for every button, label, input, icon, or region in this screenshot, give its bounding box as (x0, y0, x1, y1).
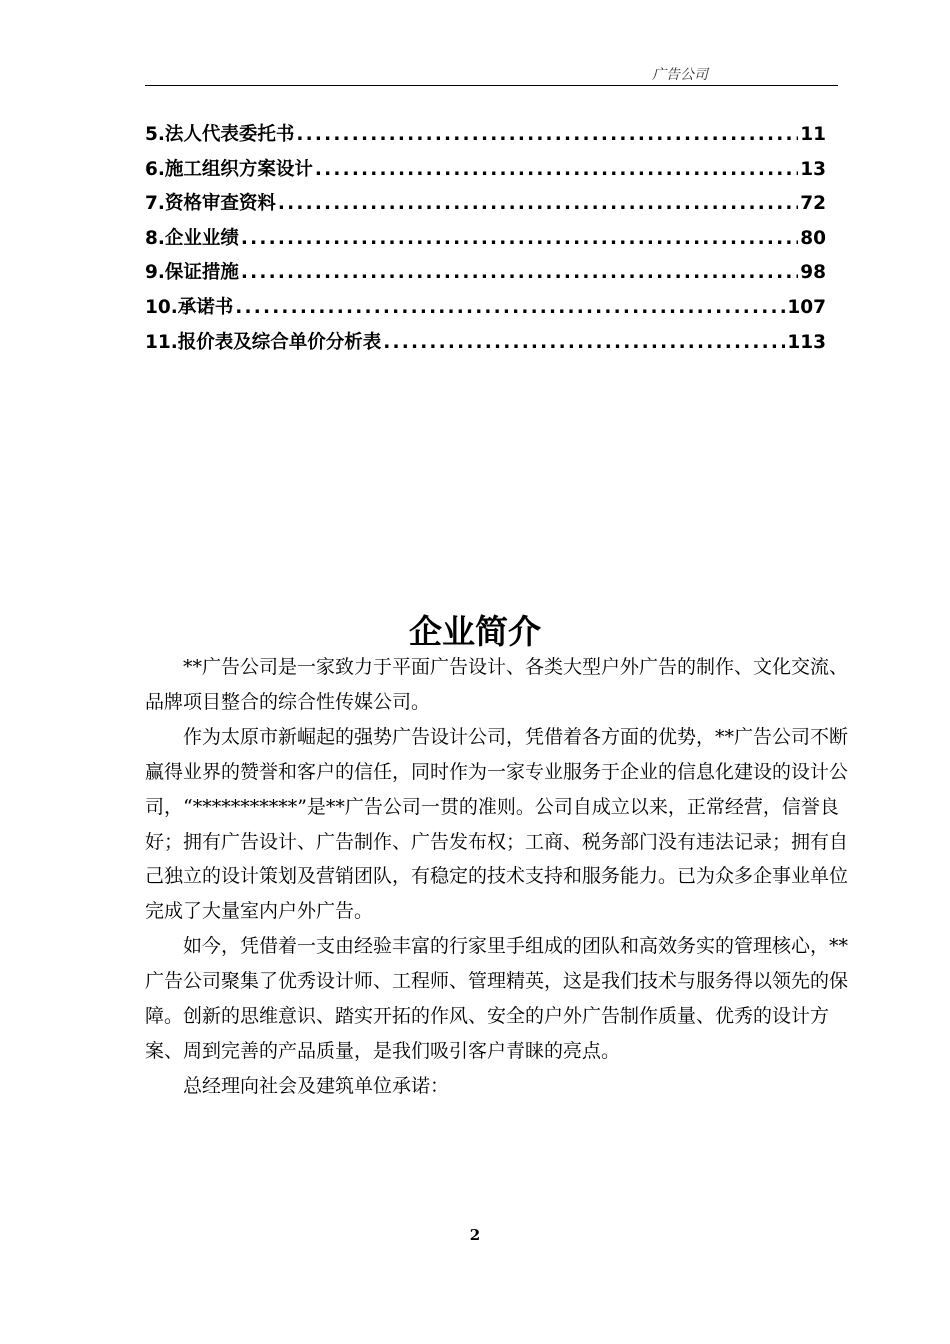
toc-leader-dots (235, 297, 785, 318)
body-paragraph: 如今，凭借着一支由经验丰富的行家里手组成的团队和高效务实的管理核心，**广告公司聚集了优秀设计师、工程师、管理精英，这是我们技术与服务得以领先的保障。创新的思维意识、踏实开拓的作风、安全的户外广告制作质量、优秀的设计方案、周到完善的产品质量，是我们吸引客户青睐的亮点。 (145, 935, 849, 1062)
toc-leader-dots (383, 332, 785, 353)
section-title: 企业简介 (409, 612, 541, 651)
body-paragraph: 作为太原市新崛起的强势广告设计公司，凭借着各方面的优势，**广告公司不断赢得业界的赞誉和客户的信任，同时作为一家专业服务于企业的信息化建设的设计公司，“***********”是**广告公司一贯的准则。公司自成立以来，正常经营，信誉良好；拥有广告设计、广告制作、广告发布权；工商、税务部门没有违法记录；拥有自己独立的设计策划及营销团队，有稳定的技术支持和服务能力。已为众多企事业单位完成了大量室内户外广告。 (145, 725, 849, 923)
section-body (145, 650, 850, 1104)
toc-entry[interactable] (145, 155, 826, 190)
toc-entry[interactable] (145, 189, 826, 224)
toc-entry-label: 8.企业业绩 (145, 227, 239, 249)
toc-leader-dots (278, 193, 798, 214)
toc-leader-dots (315, 159, 798, 180)
toc-entry-page: 72 (800, 193, 826, 215)
toc-leader-dots (241, 228, 798, 249)
toc-entry[interactable] (145, 120, 826, 155)
toc-entry-page: 80 (800, 227, 826, 249)
toc-entry-label: 10.承诺书 (145, 296, 234, 318)
toc-leader-dots (241, 262, 798, 283)
toc-entry-page: 107 (787, 296, 826, 318)
toc-entry-label: 6.施工组织方案设计 (145, 158, 313, 180)
toc-entry-label: 5.法人代表委托书 (145, 124, 295, 145)
toc-entry-label: 7.资格审查资料 (145, 193, 276, 215)
toc-entry[interactable] (145, 258, 826, 293)
toc-leader-dots (296, 124, 798, 145)
toc-entry-label: 9.保证措施 (145, 262, 239, 284)
toc-entry-page: 13 (800, 158, 826, 180)
body-paragraph: **广告公司是一家致力于平面广告设计、各类大型户外广告的制作、文化交流、品牌项目整合的综合性传媒公司。 (145, 656, 849, 713)
toc-entry-label: 11.报价表及综合单价分析表 (145, 331, 382, 353)
page-number: 2 (469, 1226, 481, 1244)
running-header: 广告公司 (652, 67, 708, 83)
toc-entry[interactable] (145, 293, 826, 328)
table-of-contents (145, 120, 826, 362)
toc-entry[interactable] (145, 224, 826, 259)
header-rule (145, 85, 838, 86)
toc-entry-page: 113 (787, 331, 826, 353)
toc-entry-page: 11 (800, 124, 826, 145)
toc-entry-page: 98 (800, 262, 826, 284)
body-paragraph: 总经理向社会及建筑单位承诺： (183, 1074, 450, 1097)
toc-entry[interactable] (145, 328, 826, 363)
